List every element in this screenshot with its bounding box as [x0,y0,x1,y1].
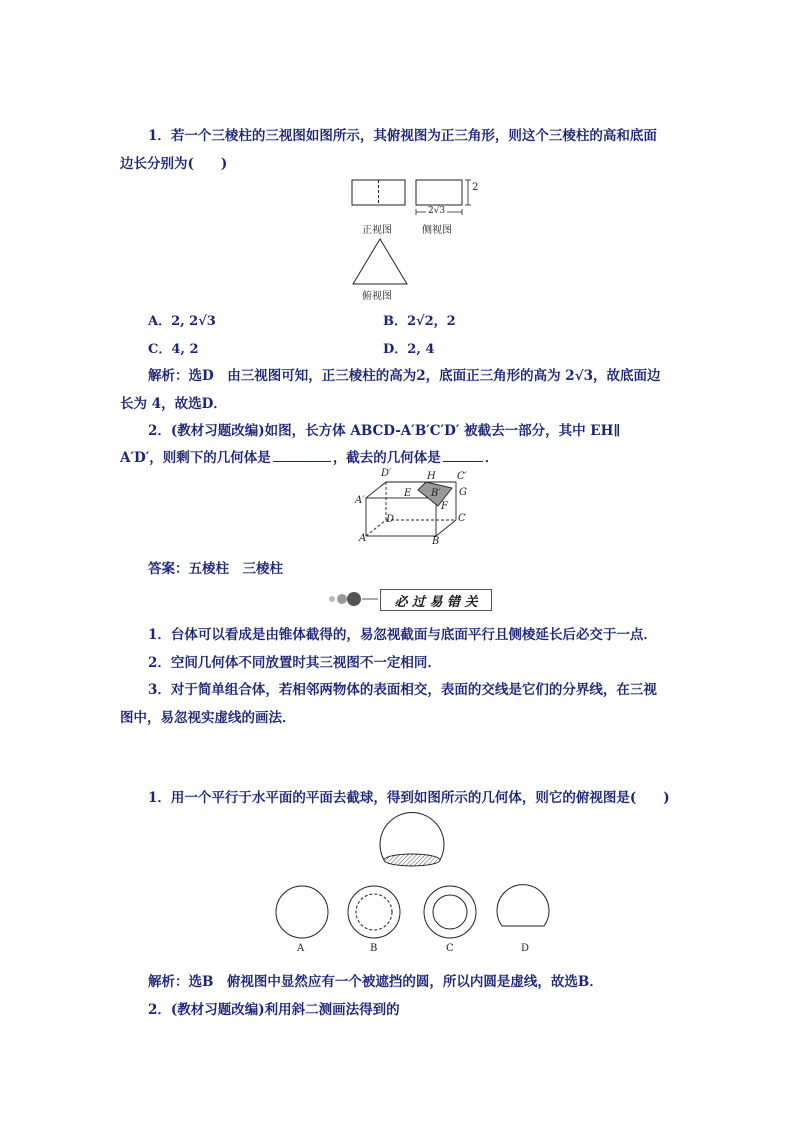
answer-blank-2 [443,461,483,462]
choice-b-label: B [370,943,378,954]
banner-title: 必 过 易 错 关 [394,594,478,610]
option-d: D．2, 4 [383,342,435,357]
analysis-1-line-2: 长为 4，故选D． [120,396,227,412]
question-2-text-b: ，截去的几何体是 [332,450,441,466]
note-3-line-2: 图中，易忽视实虚线的画法． [120,710,296,726]
question-1-line-2: 边长分别为( ) [120,156,228,172]
sphere-question: 1．用一个平行于水平面的平面去截球，得到如图所示的几何体，则它的俯视图是( ) [148,790,670,806]
choice-a-circle [276,886,328,938]
oblique-question: 2．(教材习题改编)利用斜二测画法得到的 [148,1002,400,1018]
choice-c-inner-circle [433,895,467,929]
label-A: A [359,533,367,544]
note-1: 1．台体可以看成是由锥体截得的，易忽视截面与底面平行且侧棱延长后必交于一点． [148,627,657,643]
question-2-text-c: ． [484,450,499,466]
label-E: E [404,488,412,499]
choice-d-label: D [521,943,530,954]
choice-c-outer-circle [424,886,476,938]
banner-decoration-icon [322,590,378,608]
choice-a-label: A [297,943,305,954]
sphere-analysis: 解析：选B 俯视图中显然应有一个被遮挡的圆，所以内圆是虚线，故选B． [148,974,603,990]
note-3-line-1: 3．对于简单组合体，若相邻两物体的表面相交，表面的交线是它们的分界线，在三视 [148,682,657,698]
side-view-caption: 侧视图 [422,225,452,236]
analysis-1-line-1: 解析：选D 由三视图可知，正三棱柱的高为2，底面正三角形的高为 2√3，故底面边 [148,368,661,384]
option-b: B．2√2，2 [383,314,456,329]
label-D: D [386,514,395,525]
banner-box [380,589,492,611]
label-G: G [459,487,467,498]
note-2: 2．空间几何体不同放置时其三视图不一定相同． [148,655,441,671]
question-1-line-1: 1．若一个三棱柱的三视图如图所示，其俯视图为正三角形，则这个三棱柱的高和底面 [148,128,657,144]
choices-figure [270,880,560,950]
label-F: F [441,501,448,512]
option-c: C．4, 2 [148,342,199,357]
label-C-prime: C′ [457,471,467,482]
three-view-figure [345,175,485,300]
question-2-text-a: A′D′，则剩下的几何体是 [120,450,271,466]
question-2-line-1: 2．(教材习题改编)如图，长方体 ABCD-A′B′C′D′ 被截去一部分，其中 EH∥ [148,423,621,439]
label-B-prime: B′ [431,488,441,499]
front-view-caption: 正视图 [362,225,392,236]
top-view-caption: 俯视图 [362,291,392,302]
height-dimension-label: 2 [472,182,479,193]
answer-line: 答案：五棱柱 三棱柱 [148,561,283,577]
question-2-line-2 [120,446,498,466]
cuboid-figure [352,470,482,550]
width-dimension-label: 2√3 [428,206,446,216]
option-a: A．2, 2√3 [148,314,216,329]
label-A-prime: A′ [355,495,365,506]
choice-c-label: C [446,943,454,954]
label-H: H [427,471,436,482]
truncated-sphere-figure [372,810,452,880]
choice-d-shape [497,885,549,926]
label-D-prime: D′ [381,468,392,479]
label-C: C [458,513,466,524]
answer-blank-1 [273,461,331,462]
choice-b-inner-dashed-circle [356,894,392,930]
label-B: B [432,536,440,547]
